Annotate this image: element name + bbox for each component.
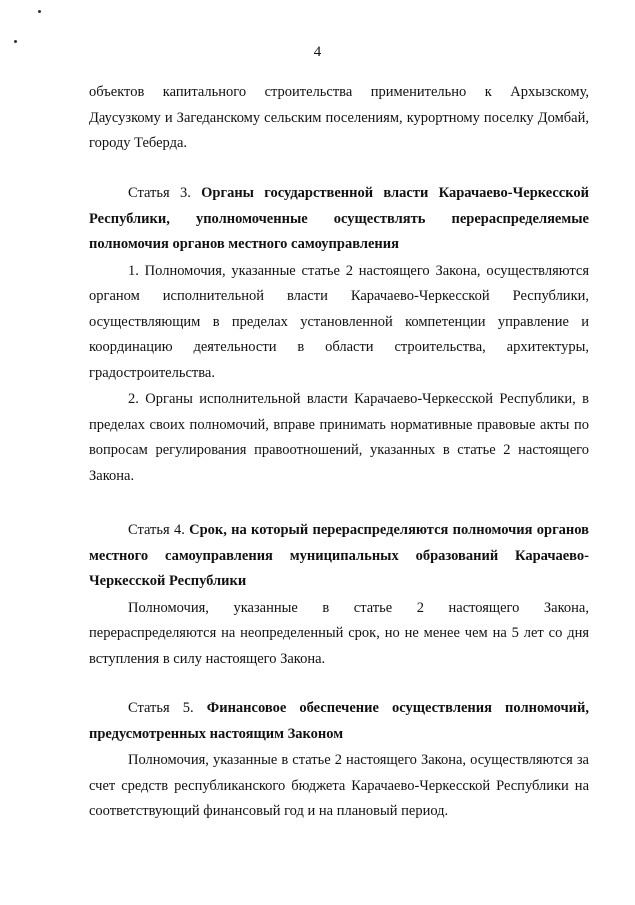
article-title: Органы государственной власти Карачаево-Черкесской Республики, уполномоченные осуществлять перераспределяемые полномочия органов местного самоуправления [89,185,590,252]
article-paragraph: 2. Органы исполнительной власти Карачаево-Черкесской Республики, в пределах своих полномочий, вправе принимать нормативные правовые акты по вопросам регулирования правоотношений, указанных в статье 2 настоящего Закона. [89,391,589,484]
page-number: 4 [313,44,322,60]
article-title: Финансовое обеспечение осуществления полномочий, предусмотренных настоящим Законом [89,700,589,742]
intro-block [89,80,589,157]
article-heading [89,696,589,747]
intro-paragraph: объектов капитального строительства применительно к Архызскому, Даусузкому и Загеданскому сельским поселениям, курортному поселку Домбай, городу Теберда. [89,84,589,151]
article-heading [89,518,589,595]
article-number: Статья 4. [128,522,185,538]
article-heading [89,181,589,258]
article-title: Срок, на который перераспределяются полномочия органов местного самоуправления муниципальных образований Карачаево-Черкесской Республики [89,522,589,589]
article-4 [89,518,589,672]
article-paragraph: 1. Полномочия, указанные статье 2 настоящего Закона, осуществляются органом исполнительной власти Карачаево-Черкесской Республики, осуществляющим в пределах установленной компетенции управление и координацию деятельности в области строительства, архитектуры, градостроительства. [89,262,589,381]
scan-speck [14,40,17,43]
scan-speck [38,10,41,13]
article-number: Статья 5. [128,700,194,716]
article-paragraph: Полномочия, указанные в статье 2 настоящего Закона, осуществляются за счет средств республиканского бюджета Карачаево-Черкесской Республики на соответствующий финансовый год и на плановый период. [89,752,589,819]
article-3 [89,181,589,489]
article-paragraph: Полномочия, указанные в статье 2 настоящего Закона, перераспределяются на неопределенный срок, но не менее чем на 5 лет со дня вступления в силу настоящего Закона. [89,599,589,667]
article-number: Статья 3. [128,185,191,201]
article-5 [89,696,589,825]
